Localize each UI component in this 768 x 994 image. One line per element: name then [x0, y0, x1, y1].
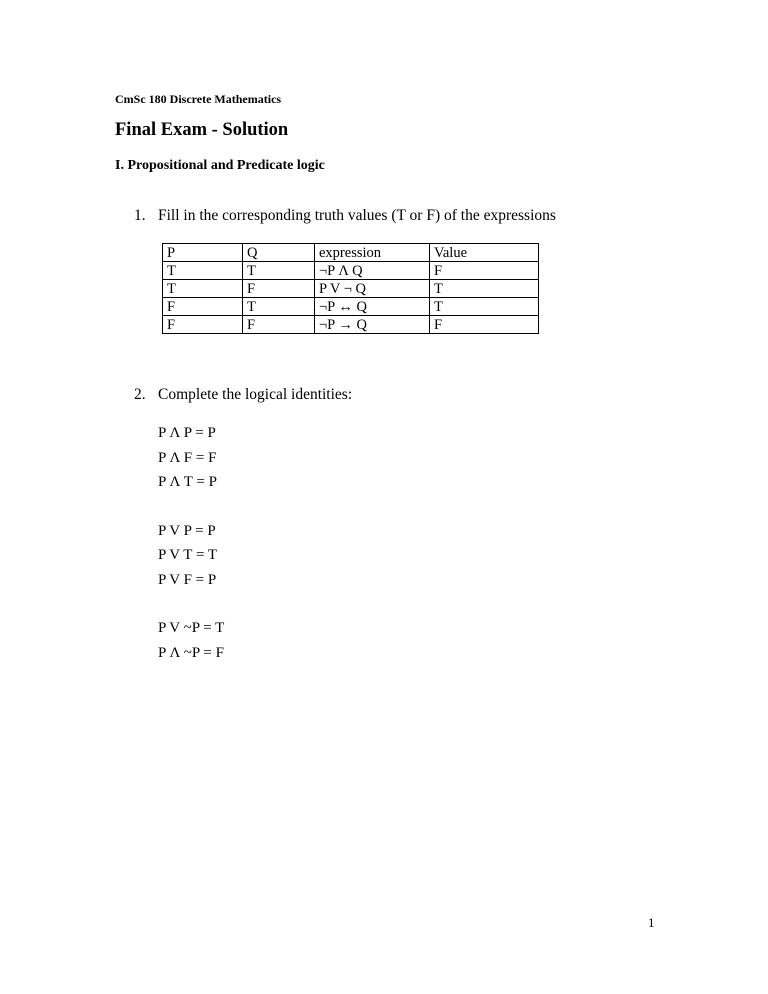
idempotent-and-group — [158, 421, 224, 495]
cell-p: T — [163, 262, 243, 280]
question-1-number: 1. — [134, 207, 146, 224]
table-row — [163, 298, 539, 316]
identity-line: P Λ P = P — [158, 425, 216, 441]
question-2 — [134, 386, 352, 404]
identity-line: P V P = P — [158, 522, 216, 539]
cell-value: T — [430, 298, 539, 316]
cell-q: T — [243, 262, 315, 280]
cell-expression: P V ¬ Q — [315, 280, 430, 298]
cell-p: F — [163, 316, 243, 334]
negation-identities-group — [158, 616, 224, 665]
truth-table — [162, 243, 539, 334]
cell-q: F — [243, 316, 315, 334]
truth-table-header-row — [163, 244, 539, 262]
cell-value: F — [430, 316, 539, 334]
header-expression: expression — [315, 244, 430, 262]
identity-line: P V ~P = T — [158, 620, 225, 636]
cell-expression: ¬P ↔ Q — [315, 298, 430, 316]
question-2-text: Complete the logical identities: — [158, 386, 353, 403]
identity-line: P Λ F = F — [158, 449, 217, 466]
page-number: 1 — [648, 915, 655, 930]
identity-line: P Λ T = P — [158, 474, 217, 490]
cell-q: F — [243, 280, 315, 298]
or-identities-group — [158, 519, 224, 593]
identity-line: P Λ ~P = F — [158, 644, 224, 661]
cell-expression: ¬P Λ Q — [315, 262, 430, 280]
header-value: Value — [430, 244, 539, 262]
header-p: P — [163, 244, 243, 262]
identity-line: P V T = T — [158, 547, 218, 563]
table-row — [163, 280, 539, 298]
identities-list — [158, 421, 224, 689]
course-name: CmSc 180 Discrete Mathematics — [115, 92, 282, 106]
question-2-number: 2. — [134, 386, 146, 403]
question-1 — [134, 207, 556, 225]
question-1-text: Fill in the corresponding truth values (T or F) of the expressions — [158, 207, 556, 224]
document-title: Final Exam - Solution — [115, 120, 289, 140]
table-row — [163, 316, 539, 334]
table-row — [163, 262, 539, 280]
cell-value: F — [430, 262, 539, 280]
cell-expression: ¬P → Q — [315, 316, 430, 334]
header-q: Q — [243, 244, 315, 262]
cell-p: T — [163, 280, 243, 298]
cell-q: T — [243, 298, 315, 316]
cell-p: F — [163, 298, 243, 316]
cell-value: T — [430, 280, 539, 298]
section-heading: I. Propositional and Predicate logic — [115, 158, 325, 173]
identity-line: P V F = P — [158, 571, 217, 588]
